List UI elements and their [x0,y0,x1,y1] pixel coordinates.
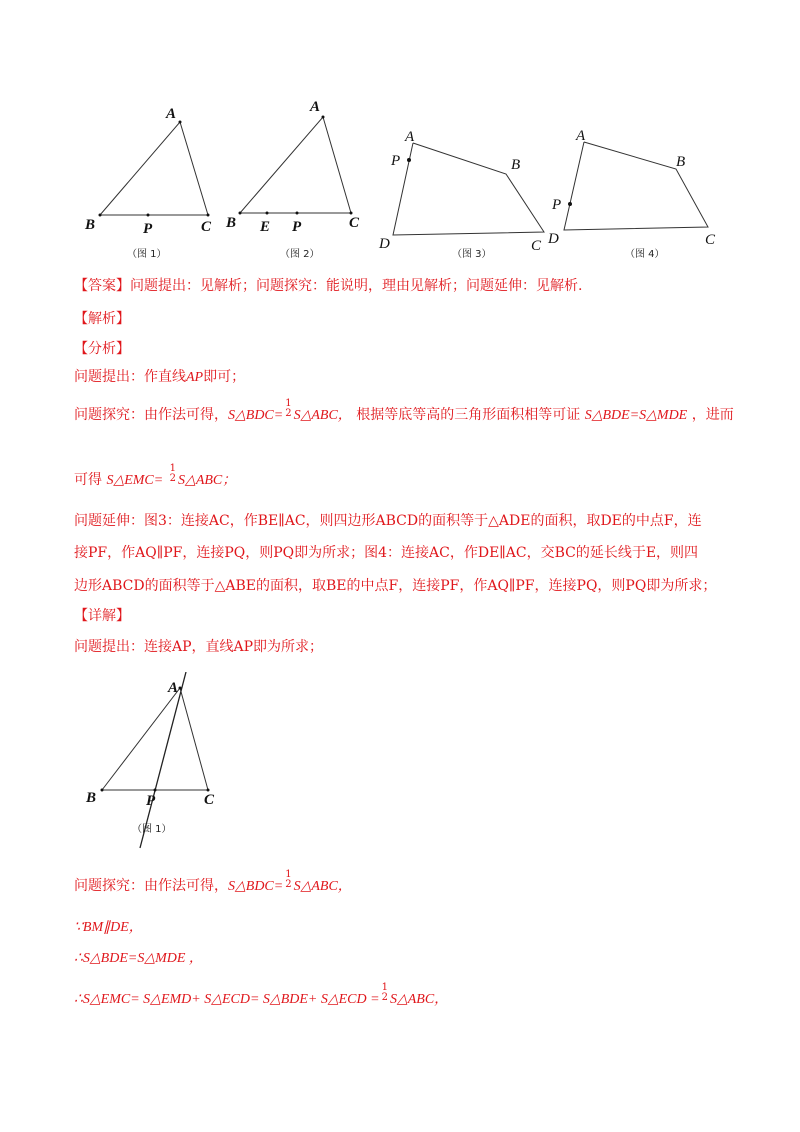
fig4-label-c: C [705,232,716,248]
fenxi-line-1-ap: AP [186,370,204,385]
fraction-num-3: 1 [285,869,292,880]
fig4-label-d: D [548,231,559,247]
figure-3 [393,143,544,235]
detail-line-4 [74,949,203,968]
fraction-half [285,399,291,419]
answer-line [74,277,582,295]
fig3-label-b: B [511,157,521,173]
fig5-label-a: A [168,680,179,696]
fig3-label-d: D [379,236,390,252]
formula-s-emc: S△EMC= [106,473,164,488]
fenxi-header: 【分析】 [74,341,130,357]
fraction-den-4: 2 [381,992,388,1003]
formula-s-abc-3: S△ABC， [293,879,352,894]
fig1-label-c: C [201,219,212,235]
fraction-num: 1 [285,398,292,409]
fenxi-line-1-text: 问题提出：作直线 [74,369,186,385]
fraction-den-2: 2 [169,473,177,484]
fenxi-line-2-end: ，进而 [691,407,734,423]
formula-bde-mde: S△BDE=S△MDE [584,408,688,423]
yanshen-line-3: 边形ABCD的面积等于△ABE的面积，取BE的中点F，连接PF，作AQ∥PF，连接PQ，则PQ即为所求； [74,578,717,594]
fig5-label-p: P [146,793,156,809]
detail-line-2 [74,869,352,896]
detail-line-3-text: ∵BM∥DE， [74,920,143,935]
fig1-label-b: B [85,217,96,233]
fig5-label-c: C [204,792,215,808]
yanshen-line-2: 接PF，作AQ∥PF，连接PQ，则PQ即为所求；图4：连接AC，作DE∥AC，交BC的延长线于E，则四 [74,545,699,561]
detail-figure [80,672,240,852]
fig5-caption: （图 1） [132,824,172,835]
fig5-label-b: B [86,790,97,806]
detail-header: 【详解】 [74,608,130,624]
fig3-label-a: A [405,129,415,145]
detail-line-4-text: ∴S△BDE=S△MDE ， [74,951,203,966]
formula-s-abc: S△ABC， [293,408,352,423]
fig4-caption: （图 4） [625,249,665,260]
fig3-label-c: C [531,238,542,254]
figure-4 [564,142,708,230]
formula-s-abc-2: S△ABC； [178,473,237,488]
fig3-caption: （图 3） [452,249,492,260]
detail-line-5 [74,982,449,1009]
fig2-label-b: B [226,215,237,231]
fenxi-line-2 [74,398,734,425]
detail-line-5-text: ∴S△EMC= S△EMD+ S△ECD= S△BDE+ S△ECD = [74,992,380,1007]
figure-2 [240,117,351,213]
detail-line-2-text: 问题探究：由作法可得， [74,878,228,894]
fraction-num-2: 1 [169,463,177,474]
fraction-half-4 [382,983,388,1003]
fig1-caption: （图 1） [127,249,167,260]
formula-s-abc-4: S△ABC， [389,992,449,1007]
fig2-caption: （图 2） [280,249,320,260]
fenxi-line-3-text: 可得 [74,472,102,488]
fraction-num-4: 1 [381,982,388,993]
fig2-label-p: P [292,219,302,235]
fig4-label-b: B [676,154,686,170]
formula-s-bdc-2: S△BDC= [228,879,284,894]
fenxi-line-2-text: 问题探究：由作法可得， [74,407,228,423]
fig4-label-a: A [576,128,586,144]
fig3-label-p: P [391,153,401,169]
fraction-den: 2 [285,408,292,419]
fig1-label-a: A [166,106,177,122]
detail-line-1: 问题提出：连接AP，直线AP即为所求； [74,639,324,655]
fenxi-line-3 [74,463,237,490]
figures-row [0,0,800,270]
fig2-label-a: A [310,99,321,115]
formula-s-bdc: S△BDC= [228,408,284,423]
analysis-header: 【解析】 [74,311,130,327]
figure-1 [100,122,208,215]
fig2-label-e: E [260,219,271,235]
fraction-half-3 [285,870,291,890]
fig1-label-p: P [143,221,153,237]
answer-text: 问题提出：见解析；问题探究：能说明，理由见解析；问题延伸：见解析. [130,278,583,294]
fenxi-line-2-mid: 根据等底等高的三角形面积相等可证 [356,407,581,423]
yanshen-line-1: 问题延伸：图3：连接AC，作BE∥AC，则四边形ABCD的面积等于△ADE的面积，取DE的中点F，连 [74,513,702,529]
fig2-label-c: C [349,215,360,231]
fenxi-line-1-end: 即可； [203,369,246,385]
fraction-den-3: 2 [285,879,292,890]
fig4-label-p: P [552,197,562,213]
detail-line-3 [74,918,143,937]
answer-header: 【答案】 [74,278,130,294]
fraction-half-2 [170,464,176,484]
fenxi-line-1 [74,368,245,387]
